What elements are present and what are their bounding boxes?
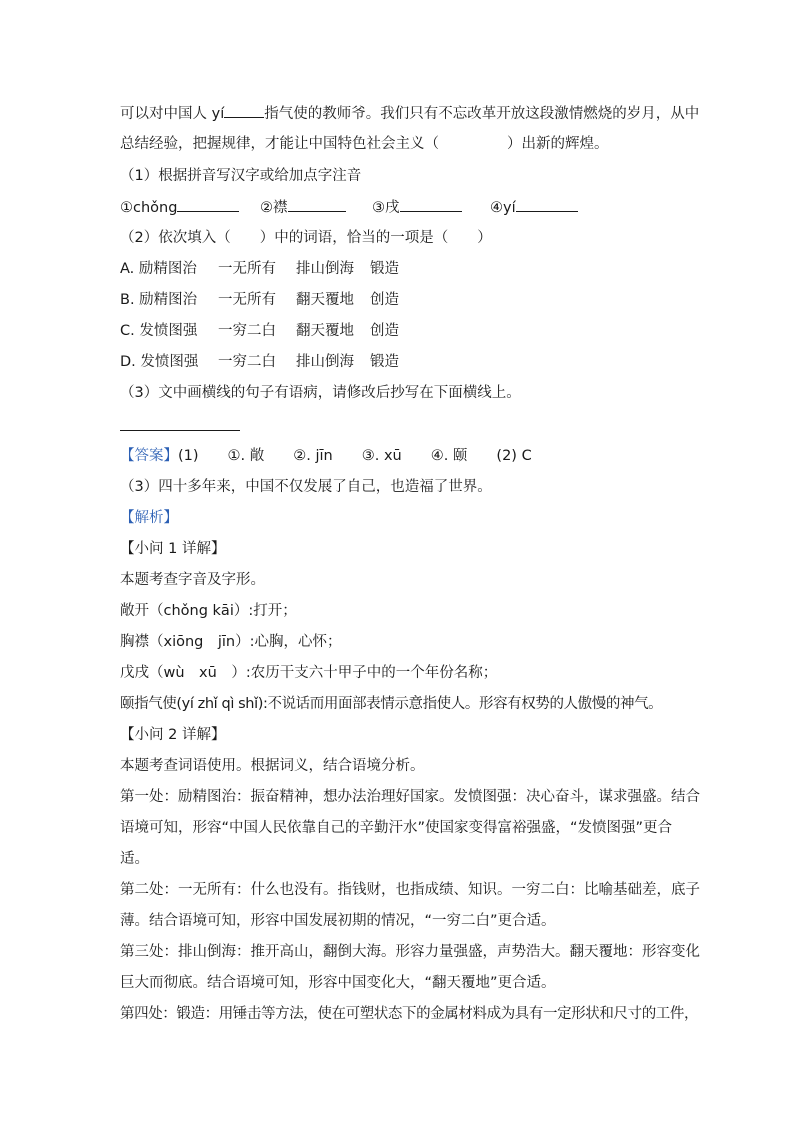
- option-label: B. 励精图治: [120, 292, 198, 308]
- option-label: A. 励精图治: [120, 261, 197, 277]
- question-1-title: （1）根据拼音写汉字或给加点字注音: [120, 168, 362, 184]
- q1-item: ①chǒng: [120, 200, 178, 216]
- option-word: 一无所有: [218, 261, 276, 277]
- answer-blank[interactable]: [400, 197, 462, 212]
- option-word: 创造: [370, 292, 399, 308]
- answer-line[interactable]: [120, 430, 240, 431]
- passage-line-2: [120, 134, 609, 154]
- option-word: 一穷二白: [218, 323, 276, 339]
- analysis-text: 语境可知，形容“中国人民依靠自己的辛勤汗水”使国家变得富裕强盛，“发愤图强”更合: [120, 820, 673, 836]
- passage-text: 可以对中国人 yí: [120, 106, 225, 122]
- analysis-text: 第三处：排山倒海：推开高山，翻倒大海。形容力量强盛，声势浩大。翻天覆地：形容变化: [120, 944, 700, 960]
- option-word: 锻造: [370, 354, 399, 370]
- q1-item: ③戌: [372, 200, 400, 216]
- fill-blank: [224, 103, 264, 118]
- option-word: 翻天覆地: [296, 292, 354, 308]
- passage-line-1: [120, 103, 699, 124]
- option-word: 创造: [370, 323, 399, 339]
- question-3-title: （3）文中画横线的句子有语病，请修改后抄写在下面横线上。: [120, 385, 521, 401]
- analysis-text: 本题考查词语使用。根据词义，结合语境分析。: [120, 758, 425, 774]
- option-word: 翻天覆地: [296, 323, 354, 339]
- question-2-title: （2）依次填入（ ）中的词语，恰当的一项是（ ）: [120, 230, 492, 246]
- analysis-text: 第四处：锻造：用锤击等方法，使在可塑状态下的金属材料成为具有一定形状和尺寸的工件，: [120, 1006, 699, 1022]
- answer-blank[interactable]: [288, 197, 346, 212]
- option-word: 锻造: [370, 261, 399, 277]
- option-word: 排山倒海: [296, 261, 354, 277]
- passage-text: ）出新的辉煌。: [507, 136, 609, 152]
- analysis-text: 本题考查字音及字形。: [120, 572, 265, 588]
- analysis-text: 适。: [120, 851, 149, 867]
- option-word: 一无所有: [218, 292, 276, 308]
- analysis-text: 敞开（chǒng kāi）:打开；: [120, 603, 297, 619]
- analysis-text: 胸襟（xiōng jīn）:心胸，心怀；: [120, 634, 342, 650]
- q1-item: ②襟: [260, 200, 288, 216]
- analysis-text: 第二处：一无所有：什么也没有。指钱财，也指成绩、知识。一穷二白：比喻基础差，底子: [120, 882, 700, 898]
- subquestion-1-heading: 【小问 1 详解】: [120, 541, 226, 557]
- answer-text: (1) ①. 敞 ②. jīn ③. xū ④. 颐 (2) C: [178, 448, 532, 464]
- answer-line-2: （3）四十多年来，中国不仅发展了自己，也造福了世界。: [120, 479, 492, 495]
- option-label: D. 发愤图强: [120, 354, 199, 370]
- option-word: 一穷二白: [218, 354, 276, 370]
- subquestion-2-heading: 【小问 2 详解】: [120, 727, 226, 743]
- answer-line-1: [120, 446, 532, 466]
- q1-item: ④yí: [490, 200, 516, 216]
- option-word: 排山倒海: [296, 354, 354, 370]
- answer-tag: 【答案】: [120, 448, 178, 464]
- analysis-text: 戊戌（wù xū ）:农历干支六十甲子中的一个年份名称；: [120, 665, 498, 681]
- answer-blank[interactable]: [516, 197, 578, 212]
- analysis-text: 颐指气使(yí zhǐ qì shǐ):不说话而用面部表情示意指使人。形容有权势的人傲慢的神气。: [120, 696, 663, 712]
- passage-text: 指气使的教师爷。我们只有不忘改革开放这段激情燃烧的岁月，从中: [264, 106, 700, 122]
- answer-blank[interactable]: [177, 197, 239, 212]
- analysis-tag: 【解析】: [120, 510, 178, 526]
- option-label: C. 发愤图强: [120, 323, 198, 339]
- analysis-text: 巨大而彻底。结合语境可知，形容中国变化大，“翻天覆地”更合适。: [120, 975, 556, 991]
- analysis-text: 薄。结合语境可知，形容中国发展初期的情况，“一穷二白”更合适。: [120, 913, 556, 929]
- passage-text: 总结经验，把握规律，才能让中国特色社会主义（: [120, 136, 439, 152]
- analysis-text: 第一处：励精图治：振奋精神，想办法治理好国家。发愤图强：决心奋斗，谋求强盛。结合: [120, 789, 700, 805]
